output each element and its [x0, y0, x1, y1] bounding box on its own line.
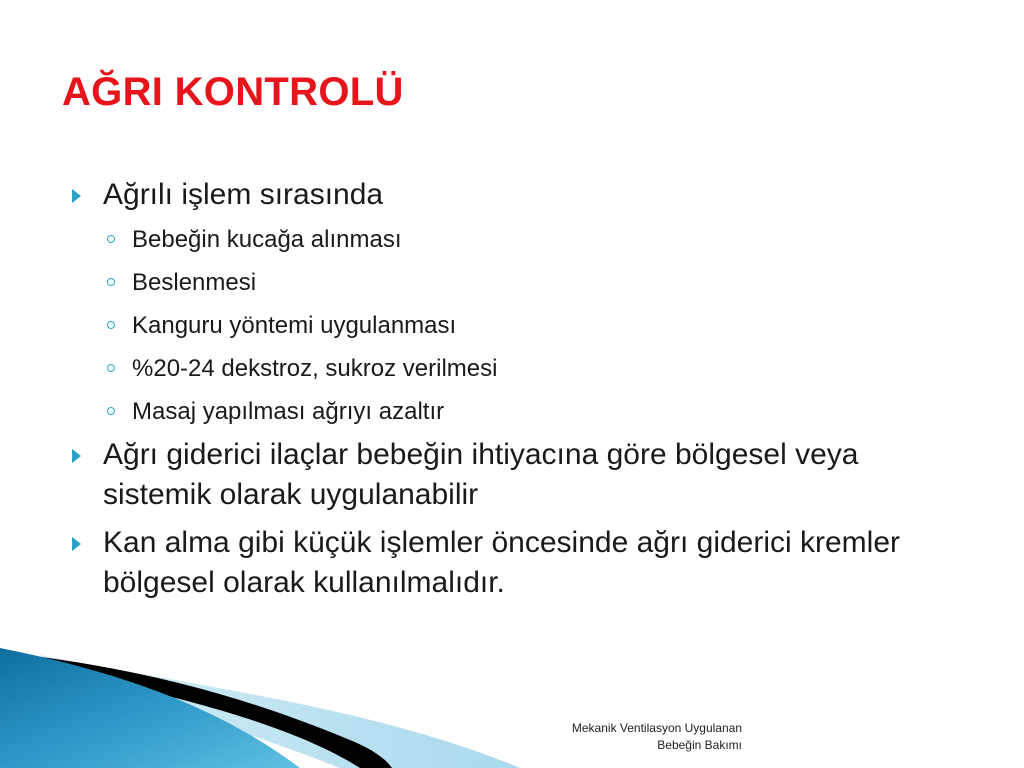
hollow-circle-icon [107, 364, 115, 372]
sub-bullet-item [72, 218, 932, 261]
sub-bullet-item [72, 347, 932, 390]
bullet-item [72, 175, 932, 215]
hollow-circle-icon [107, 321, 115, 329]
bullet-text: Ağrı giderici ilaçlar bebeğin ihtiyacına göre bölgesel veya sistemik olarak uygulanabilir [103, 438, 859, 511]
hollow-circle-icon [107, 278, 115, 286]
sub-bullet-text: Kanguru yöntemi uygulanması [132, 312, 457, 339]
triangle-right-icon [72, 189, 81, 203]
sub-bullet-text: %20-24 dekstroz, sukroz verilmesi [132, 355, 498, 382]
sub-bullet-text: Masaj yapılması ağrıyı azaltır [132, 398, 445, 425]
bullet-text: Kan alma gibi küçük işlemler öncesinde ağrı giderici kremler bölgesel olarak kullanılmalıdır. [103, 526, 901, 599]
bullet-item [72, 435, 932, 515]
footer-line: Bebeğin Bakımı [657, 738, 742, 752]
triangle-right-icon [72, 449, 81, 463]
slide-title: AĞRI KONTROLÜ [62, 70, 404, 114]
sub-bullet-item [72, 390, 932, 433]
hollow-circle-icon [107, 235, 115, 243]
sub-bullet-item [72, 261, 932, 304]
hollow-circle-icon [107, 407, 115, 415]
sub-bullet-list [72, 218, 932, 433]
footer-line: Mekanik Ventilasyon Uygulanan [571, 721, 742, 735]
bullet-list [72, 175, 932, 603]
sub-bullet-item [72, 304, 932, 347]
triangle-right-icon [72, 537, 81, 551]
sub-bullet-text: Beslenmesi [132, 269, 257, 296]
bullet-text: Ağrılı işlem sırasında [103, 178, 384, 211]
sub-bullet-text: Bebeğin kucağa alınması [132, 226, 402, 253]
bullet-item [72, 523, 932, 603]
slide-footer [572, 720, 742, 754]
